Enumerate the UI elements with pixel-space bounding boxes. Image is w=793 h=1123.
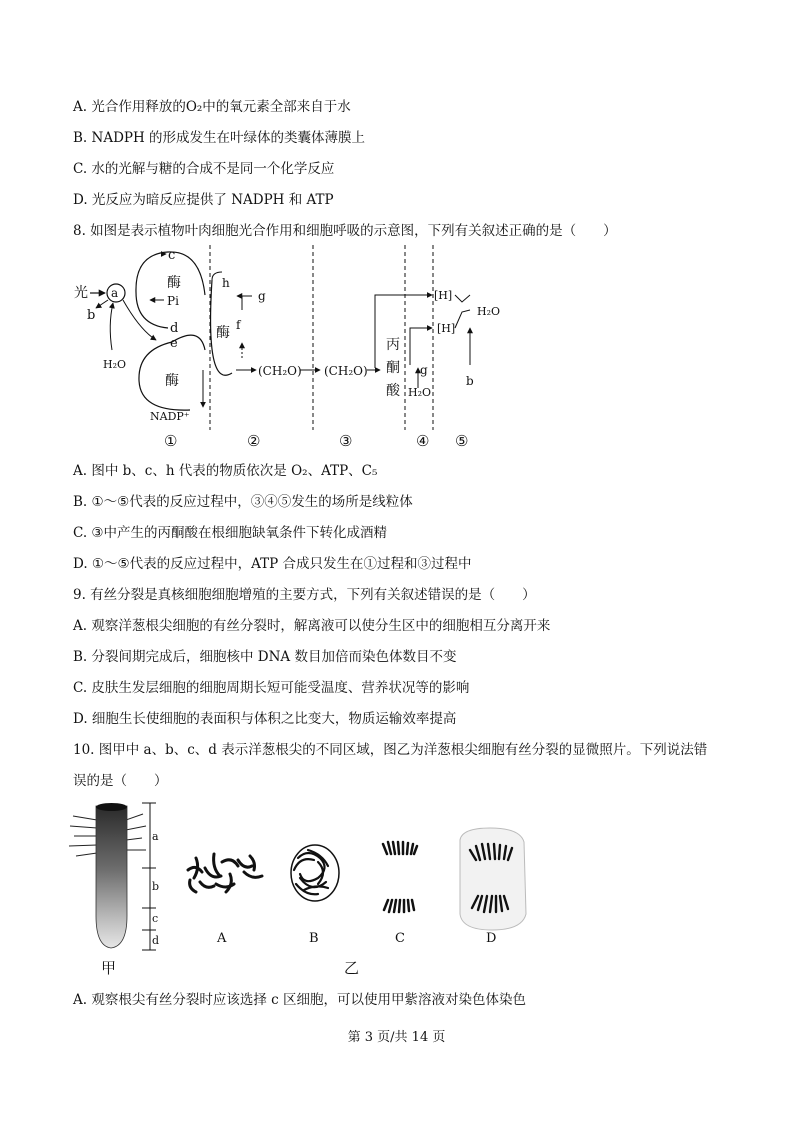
h2o-label-mid: H₂O [408,386,432,399]
pyruvate-char-1: 丙 [386,337,400,353]
cell-label-d: D [486,931,497,946]
q9-option-a: A. 观察洋葱根尖细胞的有丝分裂时，解离液可以使分生区中的细胞相互分离开来 [73,618,551,634]
pyruvate-char-3: 酸 [386,383,400,399]
q8-option-b: B. ①～⑤代表的反应过程中，③④⑤发生的场所是线粒体 [73,494,413,510]
q9-option-d: D. 细胞生长使细胞的表面积与体积之比变大，物质运输效率提高 [73,711,457,727]
enzyme-lower: 酶 [165,373,179,389]
pyruvate-char-2: 酮 [386,360,400,376]
cell-a-chromosomes [188,854,262,892]
q8-option-c: C. ③中产生的丙酮酸在根细胞缺氧条件下转化成酒精 [73,525,388,541]
label-f: f [236,318,241,332]
stage-num-3: ③ [339,432,353,450]
h2o-label-left: H₂O [103,358,127,371]
cell-label-a: A [217,931,227,946]
label-pi: Pi [167,294,179,308]
h2o-label-right: H₂O [477,305,501,318]
q7-option-b: B. NADPH 的形成发生在叶绿体的类囊体薄膜上 [73,130,366,146]
stage-num-1: ① [164,432,178,450]
q7-option-c: C. 水的光解与糖的合成不是同一个化学反应 [73,161,335,177]
q9-option-c: C. 皮肤生发层细胞的细胞周期长短可能受温度、营养状况等的影响 [73,680,470,696]
light-label: 光 [74,285,88,301]
root-tip-body [96,806,127,948]
q8-option-a: A. 图中 b、c、h 代表的物质依次是 O₂、ATP、C₅ [73,463,378,479]
nadp-label: NADP⁺ [150,410,190,423]
figure-label-yi: 乙 [344,959,360,977]
page-footer: 第 3 页/共 14 页 [347,1030,446,1045]
label-g-right: g [420,363,428,377]
cell-label-b: B [309,931,319,946]
label-h: h [222,276,230,290]
region-label-a: a [152,830,159,843]
q8-option-d: D. ①～⑤代表的反应过程中，ATP 合成只发生在①过程和③过程中 [73,556,472,572]
q7-option-d: D. 光反应为暗反应提供了 NADPH 和 ATP [73,192,334,208]
enzyme-calvin: 酶 [216,325,230,341]
label-b-left: b [87,308,96,323]
label-b-right: b [466,374,474,388]
stage-num-5: ⑤ [455,432,469,450]
enzyme-upper: 酶 [167,275,181,291]
nadh-upper: [H] [434,289,453,302]
nadh-lower: [H] [437,322,456,335]
stage-num-4: ④ [416,432,430,450]
onion-root-tip-figure [0,798,793,980]
region-label-d: d [152,934,160,947]
cell-c-chromosomes [383,842,417,912]
label-g-left: g [258,289,266,303]
q10-stem-line1: 10. 图甲中 a、b、c、d 表示洋葱根尖的不同区域，图乙为洋葱根尖细胞有丝分裂的显微照片。下列说法错 [73,742,708,758]
region-label-b: b [152,880,160,893]
q9-option-b: B. 分裂间期完成后，细胞核中 DNA 数目加倍而染色体数目不变 [73,649,457,665]
cell-b-chromatin [291,845,339,901]
ch2o-label-2: (CH₂O) [324,364,368,378]
label-a: a [111,286,119,300]
photosynthesis-respiration-diagram [0,240,793,455]
cell-d-chromosomes [460,828,526,930]
q7-option-a: A. 光合作用释放的O₂中的氧元素全部来自于水 [73,99,351,115]
q9-stem: 9. 有丝分裂是真核细胞细胞增殖的主要方式，下列有关叙述错误的是（ ） [73,587,536,603]
figure-label-jia: 甲 [101,959,117,977]
stage-num-2: ② [247,432,261,450]
cell-label-c: C [395,931,405,946]
ch2o-label-1: (CH₂O) [258,364,302,378]
region-label-c: c [152,912,159,925]
q10-option-a: A. 观察根尖有丝分裂时应该选择 c 区细胞，可以使用甲紫溶液对染色体染色 [73,992,526,1008]
q8-stem: 8. 如图是表示植物叶肉细胞光合作用和细胞呼吸的示意图，下列有关叙述正确的是（ ） [73,223,617,239]
label-c: c [168,248,176,263]
q10-stem-line2: 误的是（ ） [73,773,168,789]
label-d: d [170,321,179,336]
label-e: e [170,336,178,351]
